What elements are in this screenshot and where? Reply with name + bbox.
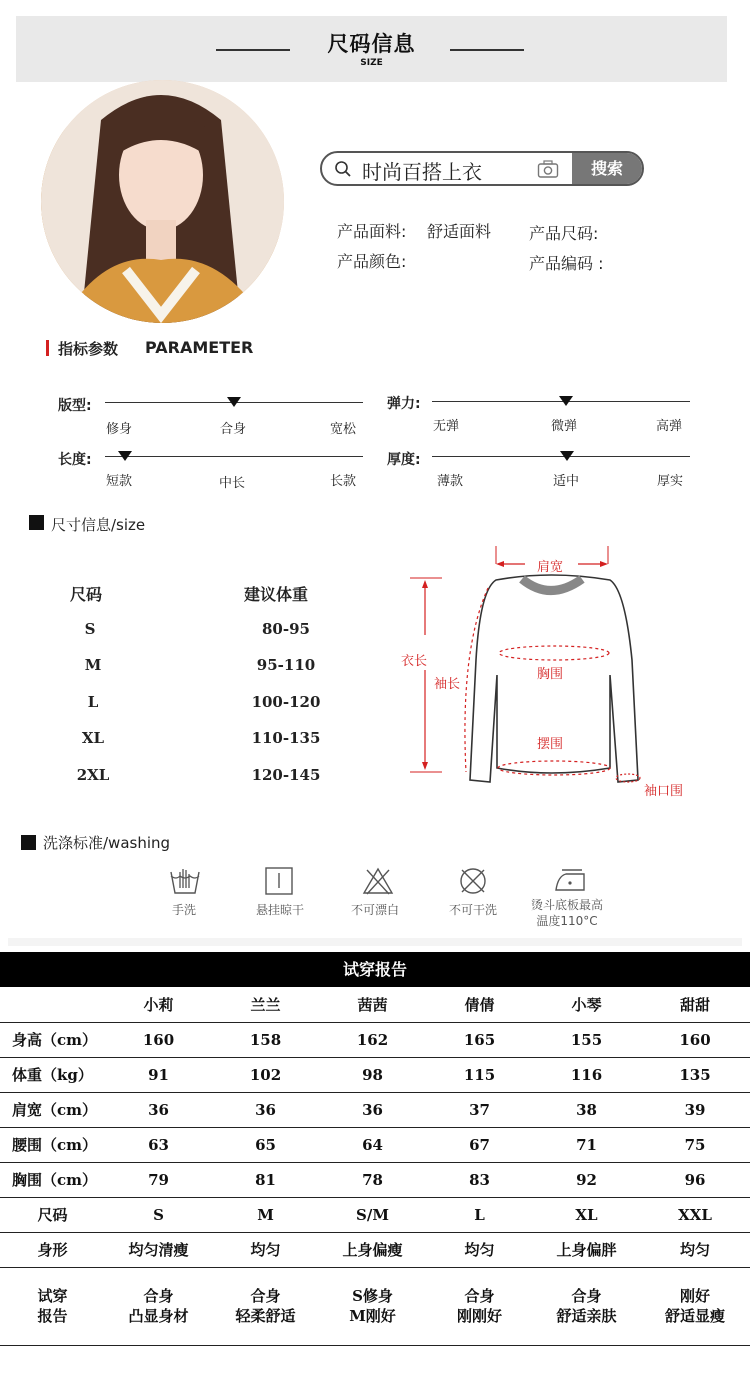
model-photo: [41, 80, 284, 323]
weight-cell: 120-145: [251, 766, 321, 784]
row-label-line: 报告: [37, 1307, 68, 1325]
table-cell: [0, 987, 105, 1022]
table-cell: 均匀: [640, 1232, 750, 1267]
weight-cell: 100-120: [251, 693, 321, 711]
thickness-option: 薄款: [437, 474, 464, 489]
header-banner: [16, 16, 727, 82]
cell-line: 舒适显瘦: [664, 1307, 725, 1325]
camera-icon[interactable]: [537, 159, 559, 179]
report-title: 试穿报告: [0, 952, 750, 987]
table-cell: [426, 1267, 533, 1345]
fabric-value: 舒适面料: [427, 222, 492, 241]
table-cell: [533, 1267, 640, 1345]
wash-label: 不可干洗: [448, 903, 497, 917]
elasticity-label: 弹力:: [387, 396, 421, 412]
search-input[interactable]: 时尚百搭上衣: [362, 160, 482, 184]
table-cell: 上身偏瘦: [319, 1232, 426, 1267]
header-line-right: [450, 49, 524, 51]
row-label-line: 试穿: [37, 1287, 68, 1305]
cell-line: 凸显身材: [128, 1307, 189, 1325]
table-cell: [640, 1267, 750, 1345]
code-label: 产品编码 :: [529, 254, 604, 273]
parameter-title-en: PARAMETER: [145, 338, 254, 357]
page-title: 尺码信息: [327, 32, 416, 56]
wash-label: 手洗: [171, 903, 196, 917]
size-label: 产品尺码:: [529, 224, 599, 243]
row-label: 身高（cm）: [0, 1022, 105, 1057]
table-cell: 162: [319, 1022, 426, 1057]
table-cell: L: [426, 1197, 533, 1232]
row-label: 尺码: [0, 1197, 105, 1232]
table-row: [0, 1232, 750, 1267]
length-option: 中长: [219, 476, 246, 491]
wash-label: 烫斗底板最高: [530, 898, 603, 912]
table-cell: 160: [640, 1022, 750, 1057]
table-cell: XXL: [640, 1197, 750, 1232]
table-cell: 71: [533, 1127, 640, 1162]
table-cell: 均匀: [212, 1232, 319, 1267]
table-header: 小莉: [105, 987, 212, 1022]
cell-line: 轻柔舒适: [235, 1307, 296, 1325]
table-cell: 38: [533, 1092, 640, 1127]
table-row: [0, 1057, 750, 1092]
table-row: [0, 1127, 750, 1162]
divider: [8, 938, 742, 946]
table-cell: 78: [319, 1162, 426, 1197]
elasticity-option: 微弹: [551, 419, 578, 434]
row-label: 体重（kg）: [0, 1057, 105, 1092]
elasticity-option: 无弹: [433, 419, 460, 434]
table-cell: 135: [640, 1057, 750, 1092]
table-cell: 75: [640, 1127, 750, 1162]
table-cell: 116: [533, 1057, 640, 1092]
table-header: 倩倩: [426, 987, 533, 1022]
parameter-title: 指标参数: [58, 340, 119, 358]
thickness-option: 适中: [553, 474, 580, 489]
search-icon: [334, 160, 352, 178]
row-label: 身形: [0, 1232, 105, 1267]
elasticity-option: 高弹: [656, 419, 683, 434]
table-cell: [105, 1267, 212, 1345]
table-cell: 91: [105, 1057, 212, 1092]
size-cell: 2XL: [76, 766, 110, 784]
table-cell: 36: [319, 1092, 426, 1127]
table-cell: 63: [105, 1127, 212, 1162]
thickness-marker: [560, 451, 574, 461]
row-label: [0, 1267, 105, 1345]
table-cell: 115: [426, 1057, 533, 1092]
fit-option: 修身: [106, 422, 133, 437]
table-cell: 155: [533, 1022, 640, 1057]
table-cell: [212, 1267, 319, 1345]
table-cell: 36: [105, 1092, 212, 1127]
weight-cell: 110-135: [251, 729, 321, 747]
table-header: 甜甜: [640, 987, 750, 1022]
iron-icon: [552, 866, 588, 896]
table-header: 小琴: [533, 987, 640, 1022]
weight-col-header: 建议体重: [244, 585, 309, 604]
cell-line: 合身: [143, 1287, 174, 1305]
table-row: [0, 1162, 750, 1197]
thickness-option: 厚实: [657, 474, 684, 489]
length-track: [105, 456, 363, 457]
hem-label: 摆围: [537, 737, 564, 752]
hang-dry-icon: [264, 866, 294, 896]
elasticity-marker: [559, 396, 573, 406]
fitting-report: [0, 952, 750, 1346]
sleeve-label: 袖长: [434, 677, 461, 692]
table-row: [0, 1267, 750, 1345]
row-label: 肩宽（cm）: [0, 1092, 105, 1127]
table-cell: 92: [533, 1162, 640, 1197]
hand-wash-icon: [168, 866, 202, 896]
cell-line: S修身: [352, 1287, 393, 1305]
wash-label: 不可漂白: [350, 903, 399, 917]
table-row: [0, 1092, 750, 1127]
fit-option: 合身: [220, 422, 247, 437]
table-cell: 79: [105, 1162, 212, 1197]
table-cell: 98: [319, 1057, 426, 1092]
thickness-label: 厚度:: [387, 452, 421, 468]
table-cell: 158: [212, 1022, 319, 1057]
table-cell: 均匀: [426, 1232, 533, 1267]
fit-marker: [227, 397, 241, 407]
table-header: 茜茜: [319, 987, 426, 1022]
table-cell: 81: [212, 1162, 319, 1197]
table-cell: 36: [212, 1092, 319, 1127]
washing-section-title: 洗涤标准/washing: [43, 834, 171, 852]
table-row: [0, 1022, 750, 1057]
model-illustration: [41, 80, 284, 323]
cell-line: 刚好: [679, 1287, 710, 1305]
report-table: [0, 987, 750, 1346]
size-cell: L: [87, 693, 99, 711]
table-cell: 上身偏胖: [533, 1232, 640, 1267]
table-cell: 96: [640, 1162, 750, 1197]
size-cell: M: [84, 656, 102, 674]
washing-section-marker: [21, 835, 36, 850]
cell-line: 合身: [571, 1287, 602, 1305]
table-cell: 37: [426, 1092, 533, 1127]
fit-option: 宽松: [330, 422, 357, 437]
length-option: 长款: [330, 474, 357, 489]
size-cell: S: [84, 620, 96, 638]
wash-label: 悬挂晾干: [255, 903, 304, 917]
size-section-marker: [29, 515, 44, 530]
length-label-diagram: 衣长: [401, 654, 428, 669]
row-label: 腰围（cm）: [0, 1127, 105, 1162]
table-cell: [319, 1267, 426, 1345]
weight-cell: 95-110: [256, 656, 316, 674]
table-cell: 67: [426, 1127, 533, 1162]
table-cell: S/M: [319, 1197, 426, 1232]
table-cell: 160: [105, 1022, 212, 1057]
search-button[interactable]: 搜索: [572, 153, 642, 184]
chest-label: 胸围: [537, 667, 564, 682]
parameter-marker: [46, 340, 49, 356]
page-subtitle: SIZE: [360, 58, 383, 68]
table-cell: 65: [212, 1127, 319, 1162]
table-cell: 165: [426, 1022, 533, 1057]
cell-line: M刚好: [349, 1307, 396, 1325]
length-marker: [118, 451, 132, 461]
table-cell: XL: [533, 1197, 640, 1232]
wash-label: 温度110°C: [536, 914, 598, 928]
table-row: [0, 987, 750, 1022]
fabric-label: 产品面料:: [337, 222, 407, 241]
weight-cell: 80-95: [262, 620, 310, 638]
table-cell: 83: [426, 1162, 533, 1197]
table-cell: S: [105, 1197, 212, 1232]
no-bleach-icon: [362, 866, 394, 896]
search-bar[interactable]: [320, 151, 644, 186]
fit-label: 版型:: [58, 398, 92, 414]
size-cell: XL: [81, 729, 105, 747]
length-option: 短款: [106, 474, 133, 489]
cell-line: 刚刚好: [456, 1307, 502, 1325]
row-label: 胸围（cm）: [0, 1162, 105, 1197]
cell-line: 合身: [250, 1287, 281, 1305]
cuff-label: 袖口围: [644, 784, 684, 799]
size-col-header: 尺码: [70, 585, 103, 604]
no-dry-clean-icon: [457, 866, 489, 896]
table-cell: 64: [319, 1127, 426, 1162]
table-cell: 39: [640, 1092, 750, 1127]
length-label: 长度:: [58, 452, 92, 468]
table-cell: M: [212, 1197, 319, 1232]
table-cell: 102: [212, 1057, 319, 1092]
cell-line: 合身: [464, 1287, 495, 1305]
color-label: 产品颜色:: [337, 252, 407, 271]
shoulder-label: 肩宽: [537, 560, 564, 575]
cell-line: 舒适亲肤: [556, 1307, 617, 1325]
table-row: [0, 1197, 750, 1232]
size-section-title: 尺寸信息/size: [51, 516, 146, 534]
table-header: 兰兰: [212, 987, 319, 1022]
table-cell: 均匀清瘦: [105, 1232, 212, 1267]
